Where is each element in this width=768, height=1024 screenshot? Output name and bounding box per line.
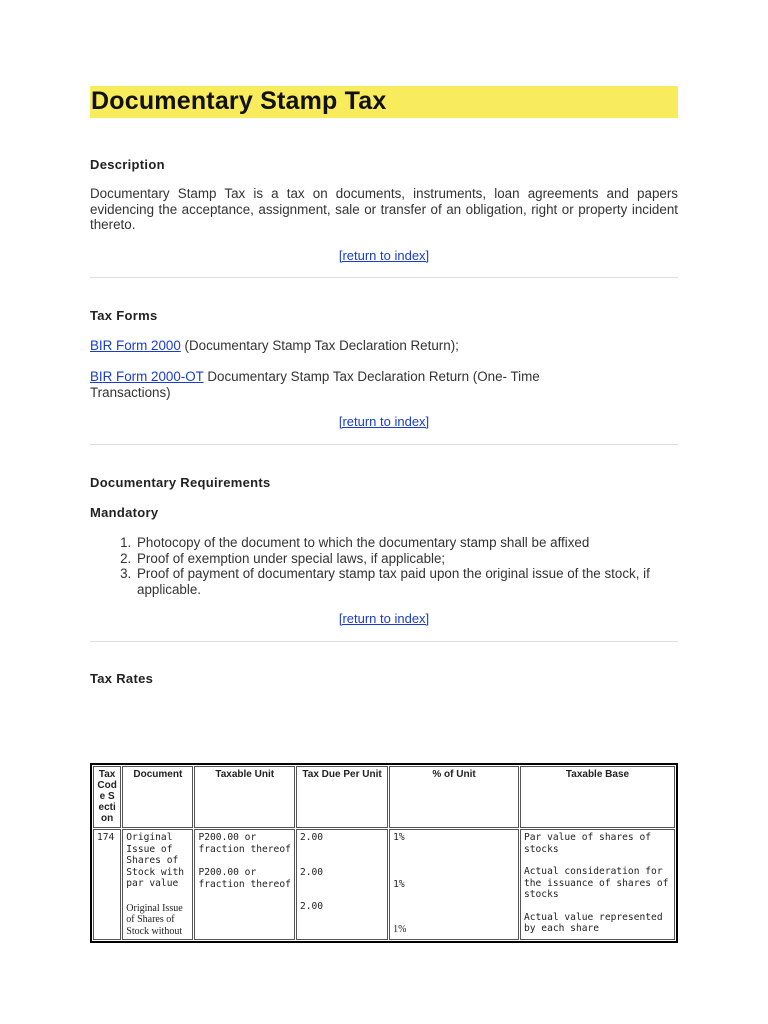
tax-form-1 xyxy=(90,338,678,354)
taxable-unit-value: P200.00 or fraction thereof xyxy=(198,867,291,890)
divider-2 xyxy=(90,444,678,445)
percent-value: 1% xyxy=(393,924,407,935)
requirements-heading: Documentary Requirements xyxy=(90,475,271,490)
document-value: Original Issue of Shares of Stock with par value xyxy=(126,832,185,889)
taxable-base-value: Actual value represented by each share xyxy=(523,911,663,934)
percent-value: 1% xyxy=(393,832,405,843)
tax-rates-table xyxy=(90,763,678,943)
description-heading: Description xyxy=(90,157,165,172)
taxable-base-value: Par value of shares of stocks xyxy=(523,832,652,855)
requirement-item: 2. Proof of exemption under special laws, if applicable; xyxy=(135,551,678,567)
tax-due-value: 2.00 xyxy=(299,866,324,878)
divider-1 xyxy=(90,277,678,278)
tax-due-value: 2.00 xyxy=(299,832,324,843)
requirement-item: 3. Proof of payment of documentary stamp tax paid upon the original issue of the stock, if applicable. xyxy=(135,566,678,597)
bir-form-2000-ot-link[interactable]: BIR Form 2000-OT xyxy=(90,369,204,384)
bir-form-2000-ot-desc: Documentary Stamp Tax Declaration Return (One- Time Transactions) xyxy=(90,369,540,400)
column-header: % of Unit xyxy=(389,766,519,828)
description-text: Documentary Stamp Tax is a tax on documents, instruments, loan agreements and papers evidencing the acceptance, assignment, sale or transfer of an obligation, right or property incident thereto. xyxy=(90,186,678,232)
taxable-unit-value: P200.00 or fraction thereof xyxy=(198,832,291,855)
column-header: Taxable Base xyxy=(520,766,675,828)
requirements-list xyxy=(90,535,678,597)
tax-rates-heading: Tax Rates xyxy=(90,671,154,686)
percent-value: 1% xyxy=(393,878,405,890)
table-header-row xyxy=(93,766,675,828)
return-to-index-link-1[interactable]: [return to index] xyxy=(338,248,430,263)
return-to-index-link-3[interactable]: [return to index] xyxy=(338,611,430,626)
bir-form-2000-link[interactable]: BIR Form 2000 xyxy=(90,338,181,353)
column-header: Tax Due Per Unit xyxy=(296,766,388,828)
percent-cell xyxy=(389,829,519,940)
tax-forms-heading: Tax Forms xyxy=(90,308,158,323)
column-header: Tax Code Section xyxy=(93,766,121,828)
document-value: Original Issue of Shares of Stock without xyxy=(126,902,183,937)
bir-form-2000-desc: (Documentary Stamp Tax Declaration Return); xyxy=(180,338,459,353)
return-to-index-link-2[interactable]: [return to index] xyxy=(338,414,430,429)
tax-due-cell xyxy=(296,829,388,940)
taxable-base-value: Actual consideration for the issuance of shares of stocks xyxy=(523,866,669,900)
divider-3 xyxy=(90,641,678,642)
return-index-container-1 xyxy=(0,248,768,263)
column-header: Taxable Unit xyxy=(194,766,295,828)
table-row xyxy=(93,829,675,940)
taxable-unit-cell xyxy=(194,829,295,940)
mandatory-heading: Mandatory xyxy=(90,505,159,520)
return-index-container-3 xyxy=(0,611,768,626)
tax-form-2 xyxy=(90,369,610,400)
return-index-container-2 xyxy=(0,414,768,429)
requirement-item: 1. Photocopy of the document to which the documentary stamp shall be affixed xyxy=(135,535,678,551)
page-title-banner xyxy=(90,86,678,118)
tax-due-value: 2.00 xyxy=(299,901,324,912)
page-title: Documentary Stamp Tax xyxy=(91,87,387,115)
section-cell: 174 xyxy=(93,829,121,940)
document-cell xyxy=(122,829,193,940)
column-header: Document xyxy=(122,766,193,828)
taxable-base-cell xyxy=(520,829,675,940)
